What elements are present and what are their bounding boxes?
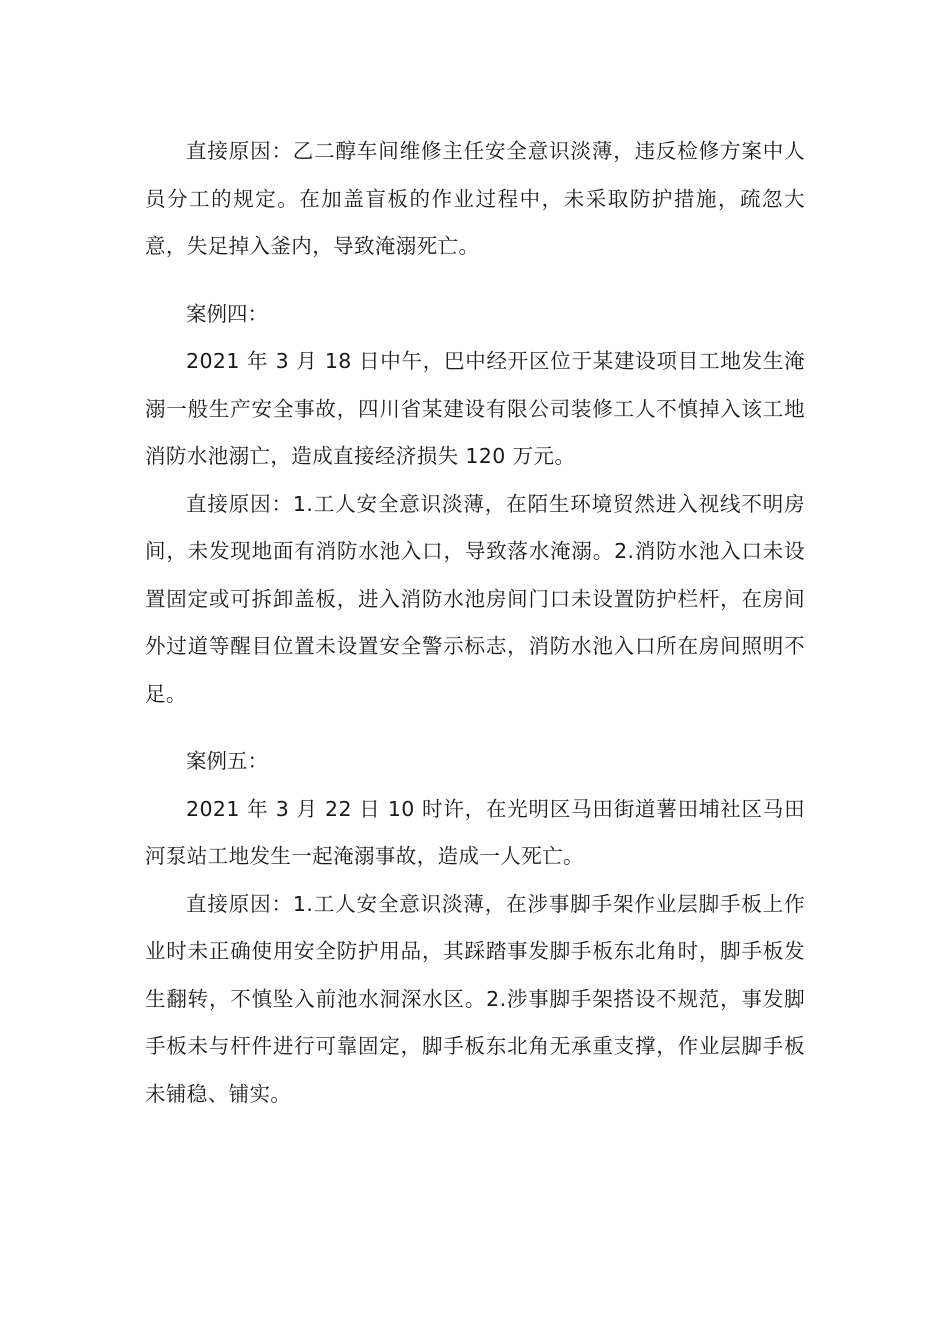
- case-five-event: 2021 年 3 月 22 日 10 时许，在光明区马田街道薯田埔社区马田河泵站工地发生一起淹溺事故，造成一人死亡。: [145, 796, 805, 868]
- paragraph-gap: [145, 271, 805, 291]
- case-four-heading: 案例四：: [186, 301, 268, 326]
- case-five-heading: 案例五：: [186, 749, 268, 773]
- case-four-event: 2021 年 3 月 18 日中午，巴中经开区位于某建设项目工地发生淹溺一般生产安全事故，四川省某建设有限公司装修工人不慎掉入该工地消防水池溺亡，造成直接经济损失 120 万元。: [145, 349, 805, 468]
- case-four-cause: 直接原因：1.工人安全意识淡薄，在陌生环境贸然进入视线不明房间，未发现地面有消防水池入口，导致落水淹溺。2.消防水池入口未设置固定或可拆卸盖板，进入消防水池房间门口未设置防护栏杆，在房间外过道等醒目位置未设置安全警示标志，消防水池入口所在房间照明不足。: [145, 491, 805, 706]
- document-body: [145, 128, 805, 1118]
- paragraph-gap: [145, 718, 805, 738]
- paragraph-direct-cause-1: 直接原因：乙二醇车间维修主任安全意识淡薄，违反检修方案中人员分工的规定。在加盖盲板的作业过程中，未采取防护措施，疏忽大意，失足掉入釜内，导致淹溺死亡。: [145, 139, 805, 258]
- case-five-cause: 直接原因：1.工人安全意识淡薄，在涉事脚手架作业层脚手板上作业时未正确使用安全防护用品，其踩踏事发脚手板东北角时，脚手板发生翻转，不慎坠入前池水洞深水区。2.涉事脚手架搭设不规范，事发脚手板未与杆件进行可靠固定，脚手板东北角无承重支撑，作业层脚手板未铺稳、铺实。: [145, 891, 805, 1106]
